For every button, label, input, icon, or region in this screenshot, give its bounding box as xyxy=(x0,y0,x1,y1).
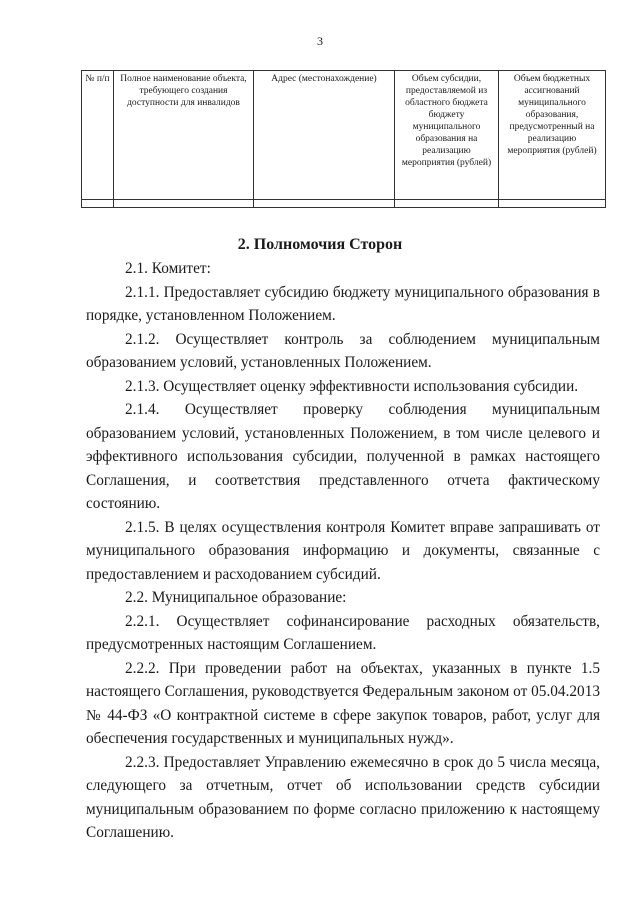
section-body xyxy=(86,257,600,845)
table-header-row xyxy=(82,71,606,200)
table-header-cell: Объем бюджетных ассигнований муниципального образования, предусмотренный на реализацию мероприятия (рублей) xyxy=(499,71,606,200)
paragraph: 2.1.1. Предоставляет субсидию бюджету муниципального образования в порядке, установленном Положением. xyxy=(86,283,600,324)
section-title: 2. Полномочия Сторон xyxy=(237,236,403,253)
table-cell xyxy=(114,200,254,208)
subsidy-table xyxy=(81,70,606,208)
table-cell xyxy=(499,200,606,208)
paragraph: 2.2.2. При проведении работ на объектах, указанных в пункте 1.5 настоящего Соглашения, руководствуется Федеральным законом от 05.04.2013 № 44-ФЗ «О контрактной системе в сфере закупок товаров, работ, услуг для обеспечения государственных и муниципальных нужд». xyxy=(86,659,600,747)
paragraph: 2.1.4. Осуществляет проверку соблюдения муниципальным образованием условий, установленных Положением, в том числе целевого и эффективного использования субсидии, полученной в рамках настоящего Соглашения, и соответствия представленного отчета фактическому состоянию. xyxy=(86,401,600,512)
page-number: 3 xyxy=(317,34,323,48)
table-header-cell: Объем субсидии, предоставляемой из областного бюджета бюджету муниципального образования на реализацию мероприятия (рублей) xyxy=(395,71,499,200)
paragraph: 2.1.2. Осуществляет контроль за соблюдением муниципальным образованием условий, установленных Положением. xyxy=(86,330,600,371)
table-header-cell: № п/п xyxy=(82,71,114,200)
paragraph: 2.2.3. Предоставляет Управлению ежемесячно в срок до 5 числа месяца, следующего за отчетным, отчет об использовании средств субсидии муниципальным образованием по форме согласно приложению к настоящему Соглашению. xyxy=(86,753,600,841)
paragraph: 2.1.3. Осуществляет оценку эффективности использования субсидии. xyxy=(125,377,579,395)
paragraph: 2.2.1. Осуществляет софинансирование расходных обязательств, предусмотренных настоящим Соглашением. xyxy=(86,612,600,653)
table-cell xyxy=(395,200,499,208)
table-header-cell: Полное наименование объекта, требующего создания доступности для инвалидов xyxy=(114,71,254,200)
table-cell xyxy=(82,200,114,208)
table-empty-row xyxy=(82,200,606,208)
paragraph: 2.1.5. В целях осуществления контроля Комитет вправе запрашивать от муниципального образования информацию и документы, связанные с предоставлением и расходованием субсидий. xyxy=(86,518,600,583)
paragraph: 2.2. Муниципальное образование: xyxy=(125,589,347,606)
paragraph: 2.1. Комитет: xyxy=(125,260,211,277)
table-header-cell: Адрес (местонахождение) xyxy=(254,71,395,200)
table-cell xyxy=(254,200,395,208)
